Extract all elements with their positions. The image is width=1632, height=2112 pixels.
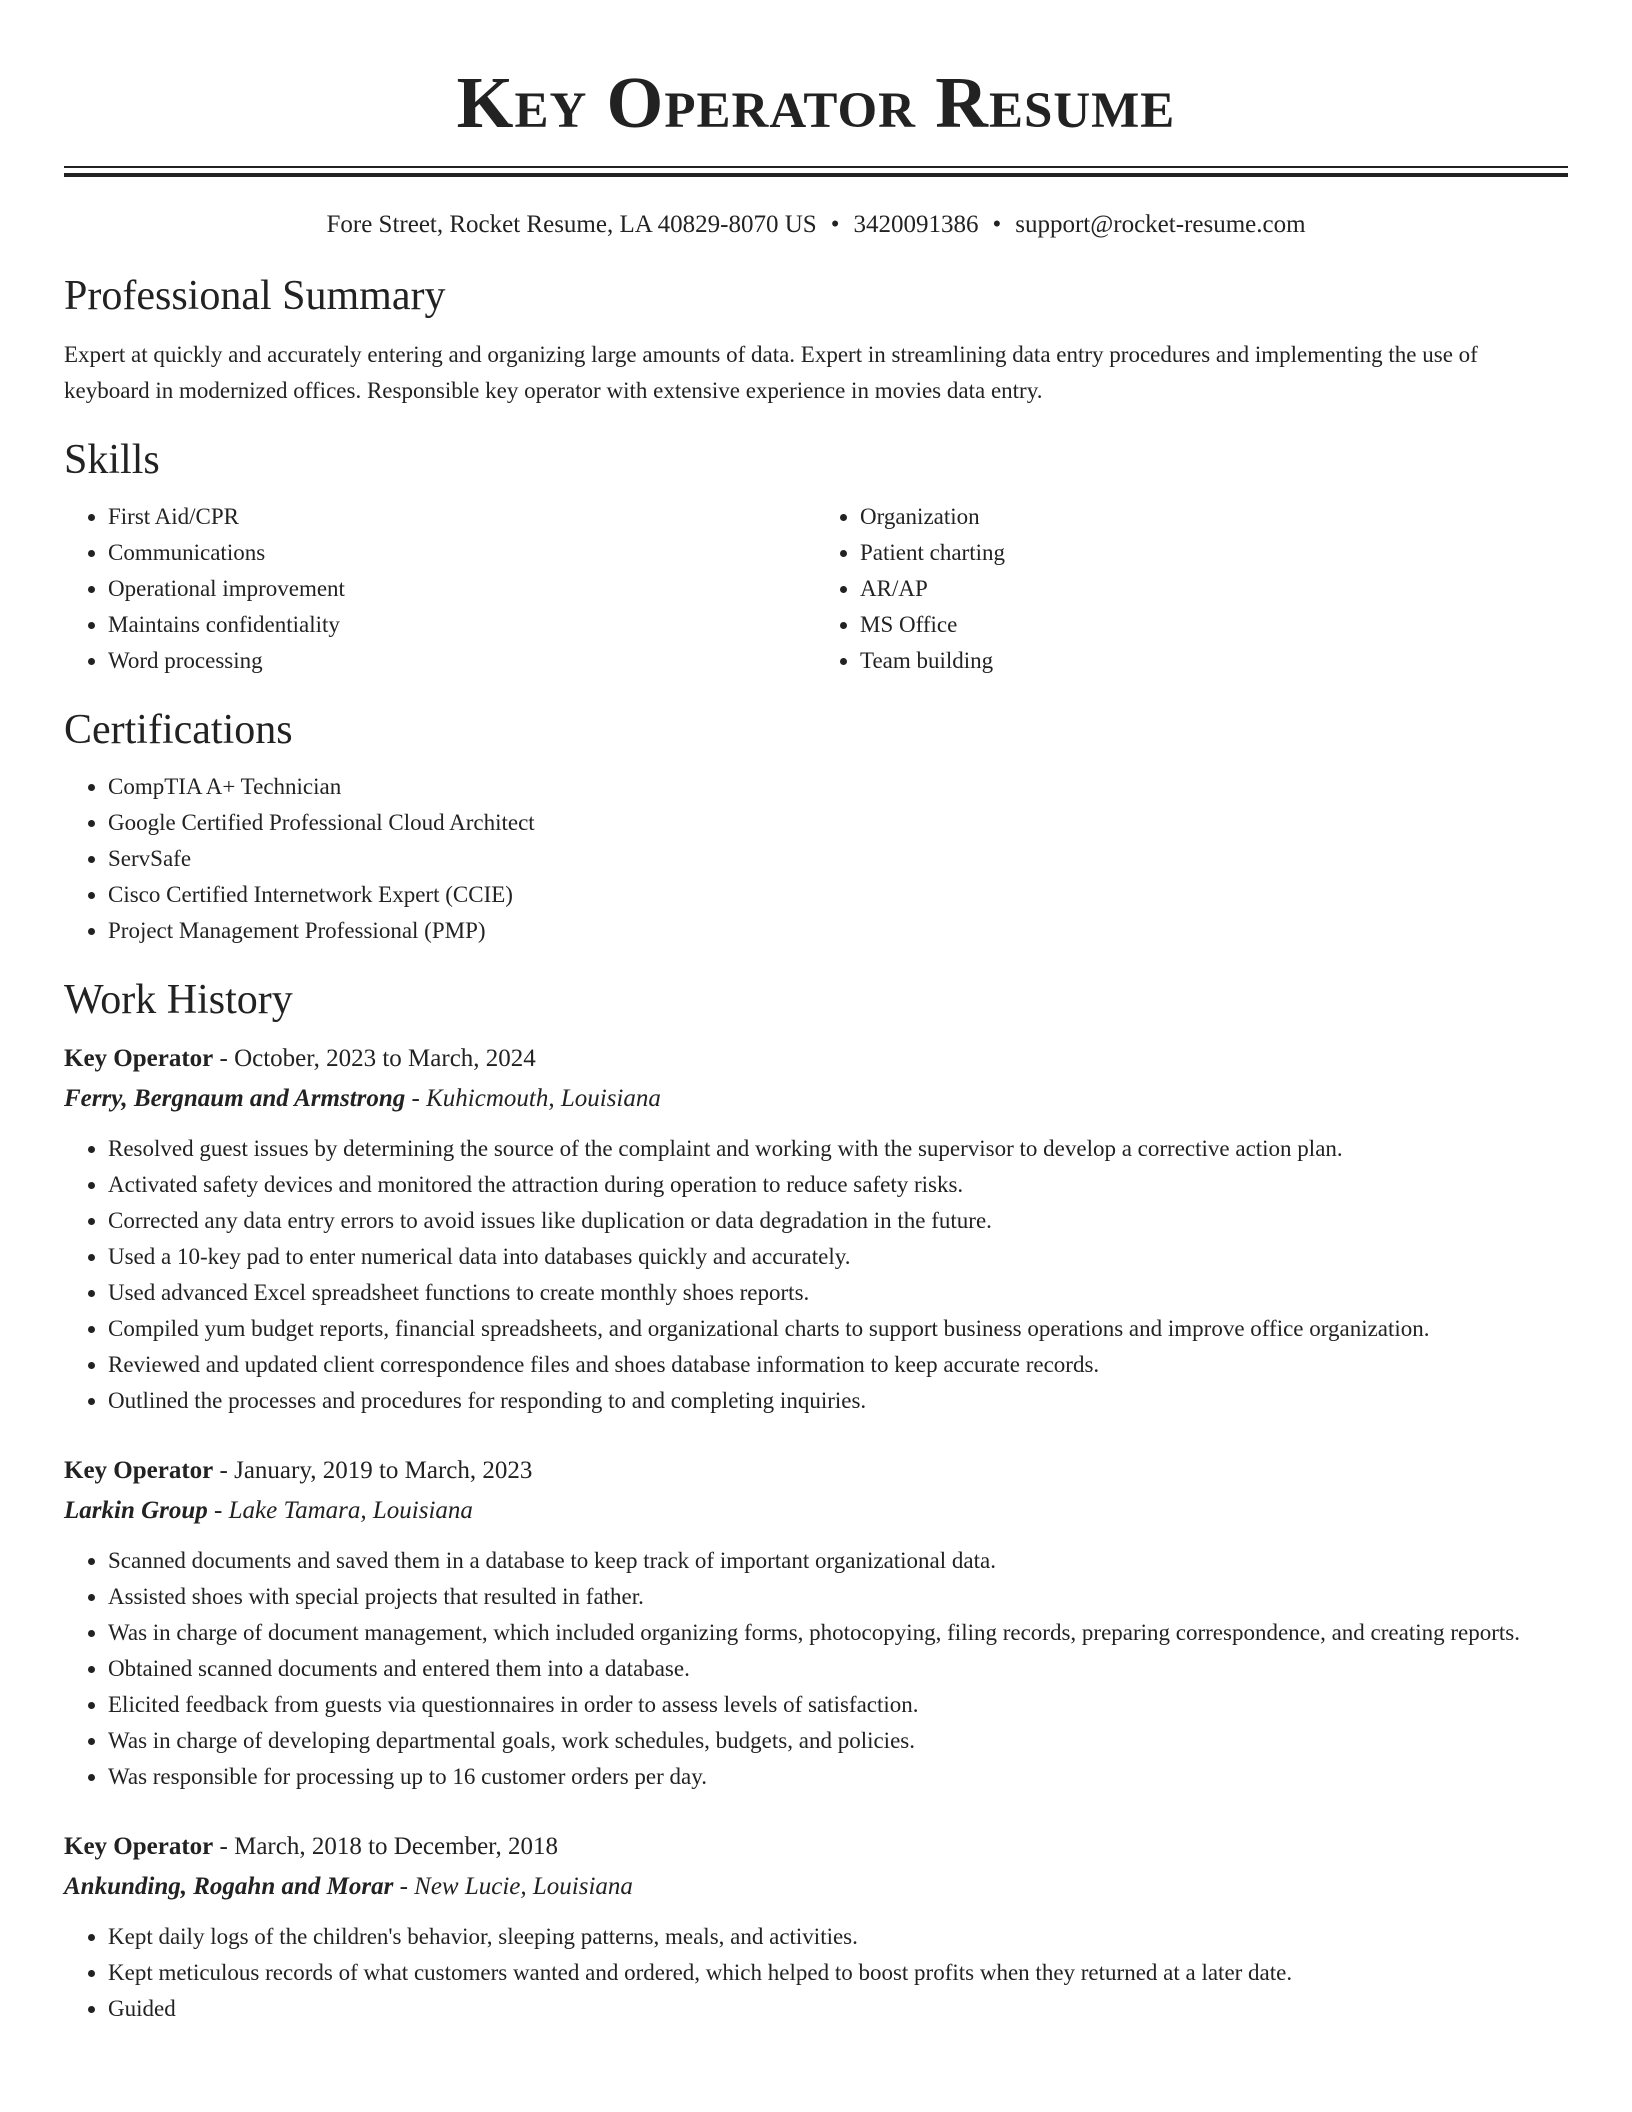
job-bullet: • Assisted shoes with special projects that resulted in father.: [108, 1579, 1568, 1615]
summary-heading: Professional Summary: [64, 273, 446, 319]
job-title-line: [64, 1827, 1568, 1867]
skill-item: • Organization: [860, 499, 1568, 535]
job-entry: [64, 1451, 1568, 1795]
certification-item: • ServSafe: [108, 841, 1568, 877]
job-company-line: [64, 1867, 1568, 1907]
job-bullet: • Reviewed and updated client correspondence files and shoes database information to keep accurate records.: [108, 1347, 1568, 1383]
job-dates: - March, 2018 to December, 2018: [213, 1833, 558, 1860]
skills-columns: [64, 499, 1568, 679]
certifications-list: [64, 769, 1568, 949]
job-role: Key Operator: [64, 1045, 214, 1072]
job-location: - Lake Tamara, Louisiana: [207, 1497, 473, 1524]
certification-item: • Google Certified Professional Cloud Architect: [108, 805, 1568, 841]
job-bullet: • Corrected any data entry errors to avoid issues like duplication or data degradation in the future.: [108, 1203, 1568, 1239]
job-bullet: • Obtained scanned documents and entered them into a database.: [108, 1651, 1568, 1687]
skill-item: • First Aid/CPR: [108, 499, 816, 535]
contact-line: [64, 209, 1568, 241]
job-bullet-list: [64, 1919, 1568, 2027]
certification-item: • CompTIA A+ Technician: [108, 769, 1568, 805]
contact-email: support@rocket-resume.com: [1015, 211, 1306, 238]
job-entry: [64, 1827, 1568, 2027]
job-company: Larkin Group: [64, 1497, 208, 1524]
job-bullet: • Outlined the processes and procedures for responding to and completing inquiries.: [108, 1383, 1568, 1419]
job-bullet: • Elicited feedback from guests via questionnaires in order to assess levels of satisfaction.: [108, 1687, 1568, 1723]
job-bullet: • Resolved guest issues by determining the source of the complaint and working with the supervisor to develop a corrective action plan.: [108, 1131, 1568, 1167]
job-company: Ferry, Bergnaum and Armstrong: [64, 1085, 406, 1112]
job-role: Key Operator: [64, 1833, 214, 1860]
skills-list-right: [816, 499, 1568, 679]
job-bullet: • Used advanced Excel spreadsheet functions to create monthly shoes reports.: [108, 1275, 1568, 1311]
work-history-heading: Work History: [64, 977, 293, 1023]
contact-separator: •: [992, 211, 1002, 238]
job-entry: [64, 1039, 1568, 1419]
title-rule-thin: [64, 166, 1568, 168]
contact-separator: •: [830, 211, 840, 238]
job-bullet-list: [64, 1543, 1568, 1795]
skill-item: • Operational improvement: [108, 571, 816, 607]
job-bullet: • Activated safety devices and monitored the attraction during operation to reduce safety risks.: [108, 1167, 1568, 1203]
skill-item: • Maintains confidentiality: [108, 607, 816, 643]
job-bullet: • Was in charge of document management, which included organizing forms, photocopying, filing records, preparing correspondence, and creating reports.: [108, 1615, 1568, 1651]
skill-item: • AR/AP: [860, 571, 1568, 607]
skill-item: • Communications: [108, 535, 816, 571]
skills-list-left: [64, 499, 816, 679]
job-role: Key Operator: [64, 1457, 214, 1484]
job-company-line: [64, 1079, 1568, 1119]
certification-item: • Project Management Professional (PMP): [108, 913, 1568, 949]
skills-heading: Skills: [64, 437, 160, 483]
job-company: Ankunding, Rogahn and Morar: [64, 1873, 394, 1900]
job-bullet: • Used a 10-key pad to enter numerical data into databases quickly and accurately.: [108, 1239, 1568, 1275]
job-location: - Kuhicmouth, Louisiana: [405, 1085, 661, 1112]
job-bullet: • Guided: [108, 1991, 1568, 2027]
summary-text: Expert at quickly and accurately entering and organizing large amounts of data. Expert in streamlining data entry procedures and implementing the use of keyboard in modernized offices. Responsible key operator with extensive experience in movies data entry.: [64, 342, 1478, 403]
job-bullet: • Compiled yum budget reports, financial spreadsheets, and organizational charts to support business operations and improve office organization.: [108, 1311, 1568, 1347]
job-dates: - October, 2023 to March, 2024: [213, 1045, 536, 1072]
skill-item: • Word processing: [108, 643, 816, 679]
contact-phone: 3420091386: [853, 211, 979, 238]
certification-item: • Cisco Certified Internetwork Expert (CCIE): [108, 877, 1568, 913]
resume-title: Key Operator Resume: [456, 62, 1176, 143]
job-dates: - January, 2019 to March, 2023: [213, 1457, 533, 1484]
title-rule-thick: [64, 173, 1568, 177]
job-location: - New Lucie, Louisiana: [393, 1873, 633, 1900]
job-bullet: • Scanned documents and saved them in a database to keep track of important organizational data.: [108, 1543, 1568, 1579]
job-title-line: [64, 1039, 1568, 1079]
skill-item: • Patient charting: [860, 535, 1568, 571]
resume-page: [64, 0, 1568, 2027]
contact-address: Fore Street, Rocket Resume, LA 40829-8070 US: [326, 211, 817, 238]
skill-item: • Team building: [860, 643, 1568, 679]
job-bullet: • Kept daily logs of the children's behavior, sleeping patterns, meals, and activities.: [108, 1919, 1568, 1955]
job-bullet-list: [64, 1131, 1568, 1419]
skill-item: • MS Office: [860, 607, 1568, 643]
job-bullet: • Was in charge of developing departmental goals, work schedules, budgets, and policies.: [108, 1723, 1568, 1759]
job-company-line: [64, 1491, 1568, 1531]
job-bullet: • Kept meticulous records of what customers wanted and ordered, which helped to boost profits when they returned at a later date.: [108, 1955, 1568, 1991]
job-title-line: [64, 1451, 1568, 1491]
certifications-heading: Certifications: [64, 707, 293, 753]
job-bullet: • Was responsible for processing up to 16 customer orders per day.: [108, 1759, 1568, 1795]
